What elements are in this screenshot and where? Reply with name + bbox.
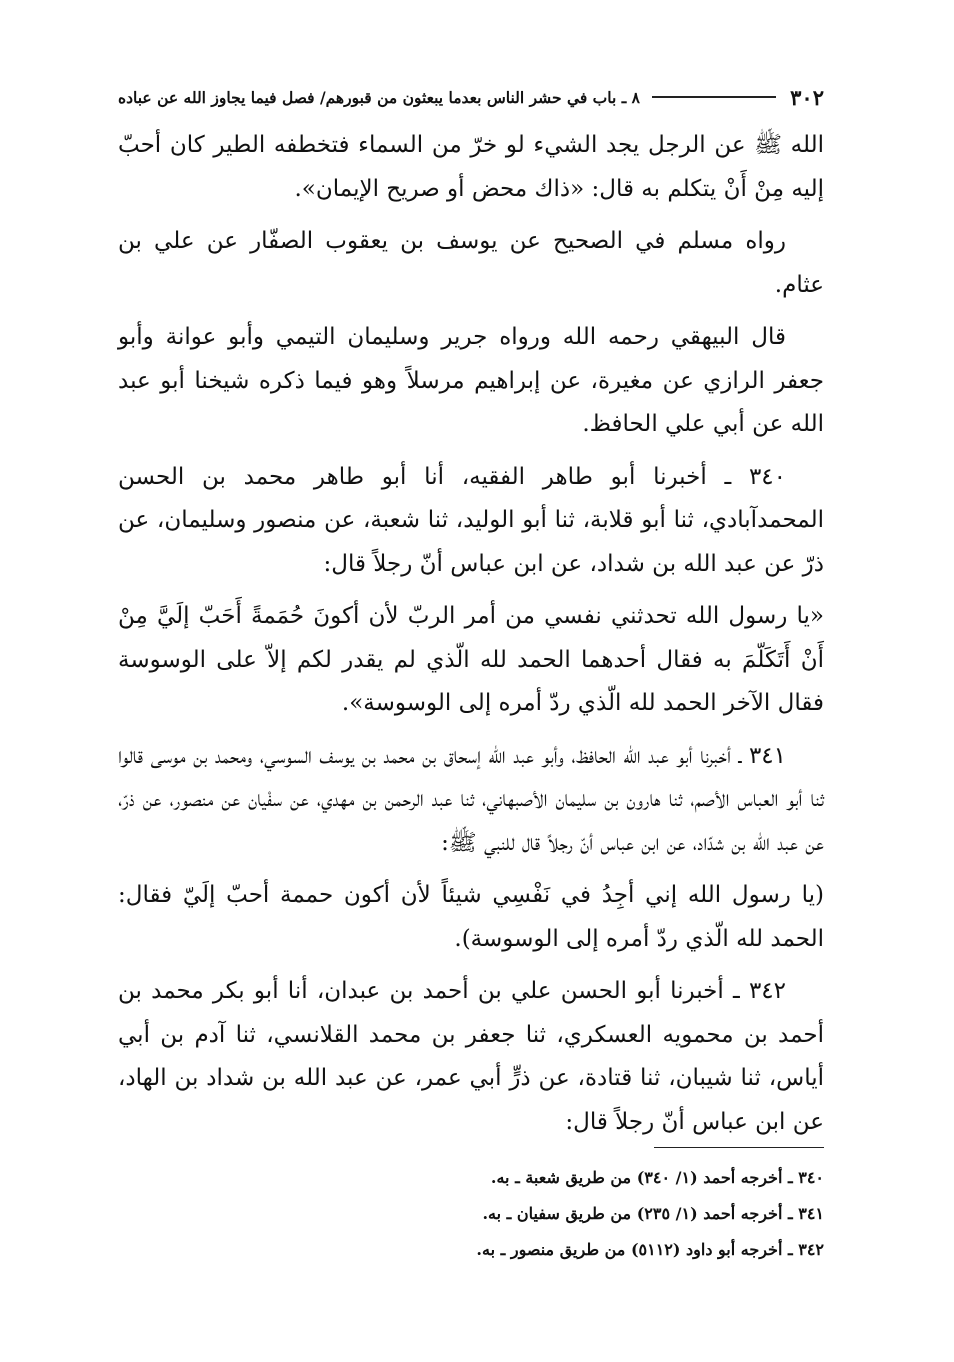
paragraph-muslim-narration: رواه مسلم في الصحيح عن يوسف بن يعقوب الصفّار عن علي بن عثام. — [118, 228, 824, 298]
footnotes — [300, 1160, 824, 1268]
footnote-340: ٣٤٠ ـ أخرجه أحمد (١/ ٣٤٠) من طريق شعبة ـ به. — [490, 1168, 824, 1187]
hadith-341-matn: (يا رسول الله إني أجِدُ في نَفْسِي شيئاً لأن أكون حممة أحبّ إلَيّ فقال: الحمد لله الّذي ردّ أمره إلى الوسوسة). — [118, 882, 824, 952]
main-text — [118, 124, 824, 1153]
footnote-342: ٣٤٢ ـ أخرجه أبو داود (٥١١٢) من طريق منصور ـ به. — [476, 1240, 824, 1259]
footnote-separator — [654, 1147, 824, 1148]
hadith-341-isnad: ٣٤١ ـ أخبرنا أبو عبد الله الحافظ، وأبو عبد الله إسحاق بن محمد بن يوسف السوسي، ومحمد بن موسى قالوا ثنا أبو العباس الأصم، ثنا هارون بن سليمان الأصبهاني، ثنا عبد الرحمن بن مهدي، عن سفْيان عن منصور، عن ذرّ، عن عبد الله بن شدّاد، عن ابن عباس أنّ رجلاً قال للنبي ﷺ: — [118, 742, 824, 856]
hadith-342-isnad: ٣٤٢ ـ أخبرنا أبو الحسن علي بن أحمد بن عبدان، أنا أبو بكر محمد بن أحمد بن محمويه العسكري، ثنا جعفر بن محمد القلانسي، ثنا آدم بن أبي أياس، ثنا شيبان، ثنا قتادة، عن ذرٍّ أبي عمر، عن عبد الله بن شداد بن الهاد، عن ابن عباس أنّ رجلاً قال: — [118, 978, 824, 1135]
footnote-341: ٣٤١ ـ أخرجه أحمد (١/ ٢٣٥) من طريق سفيان ـ به. — [482, 1204, 824, 1223]
paragraph-bayhaqi-comment: قال البيهقي رحمه الله ورواه جرير وسليمان التيمي وأبو عوانة وأبو جعفر الرازي عن مغيرة، عن إبراهيم مرسلاً وهو فيما ذكره شيخنا أبو عبد الله عن أبي علي الحافظ. — [118, 324, 824, 437]
header-rule — [652, 96, 776, 98]
page-number: ٣٠٢ — [790, 84, 824, 110]
hadith-340-isnad: ٣٤٠ ـ أخبرنا أبو طاهر الفقيه، أنا أبو طاهر محمد بن الحسن المحمدآبادي، ثنا أبو قلابة، ثنا أبو الوليد، ثنا شعبة، عن منصور وسليمان، عن ذرّ عن عبد الله بن شداد، عن ابن عباس أنّ رجلاً قال: — [118, 463, 824, 577]
chapter-title: ٨ ـ باب في حشر الناس بعدما يبعثون من قبورهم/ فصل فيما يجاوز الله عن عباده — [118, 87, 640, 107]
hadith-340-matn: «يا رسول الله تحدثني نفسي من أمر الربّ لأن أكونَ حُمَمةً أَحَبّ إلَيَّ مِنْ أَنْ أَتَكَلّمَ به فقال أحدهما الحمد لله الّذي لم يقدر لكم إلاّ على الوسوسة فقال الآخر الحمد لله الّذي ردّ أمره إلى الوسوسة». — [118, 603, 824, 716]
running-header — [118, 80, 824, 114]
paragraph-continuation: الله ﷺ عن الرجل يجد الشيء لو خرّ من السماء فتخطفه الطير كان أحبّ إليه مِنْ أَنْ يتكلم به قال: «ذاك محض أو صريح الإيمان». — [118, 132, 824, 202]
